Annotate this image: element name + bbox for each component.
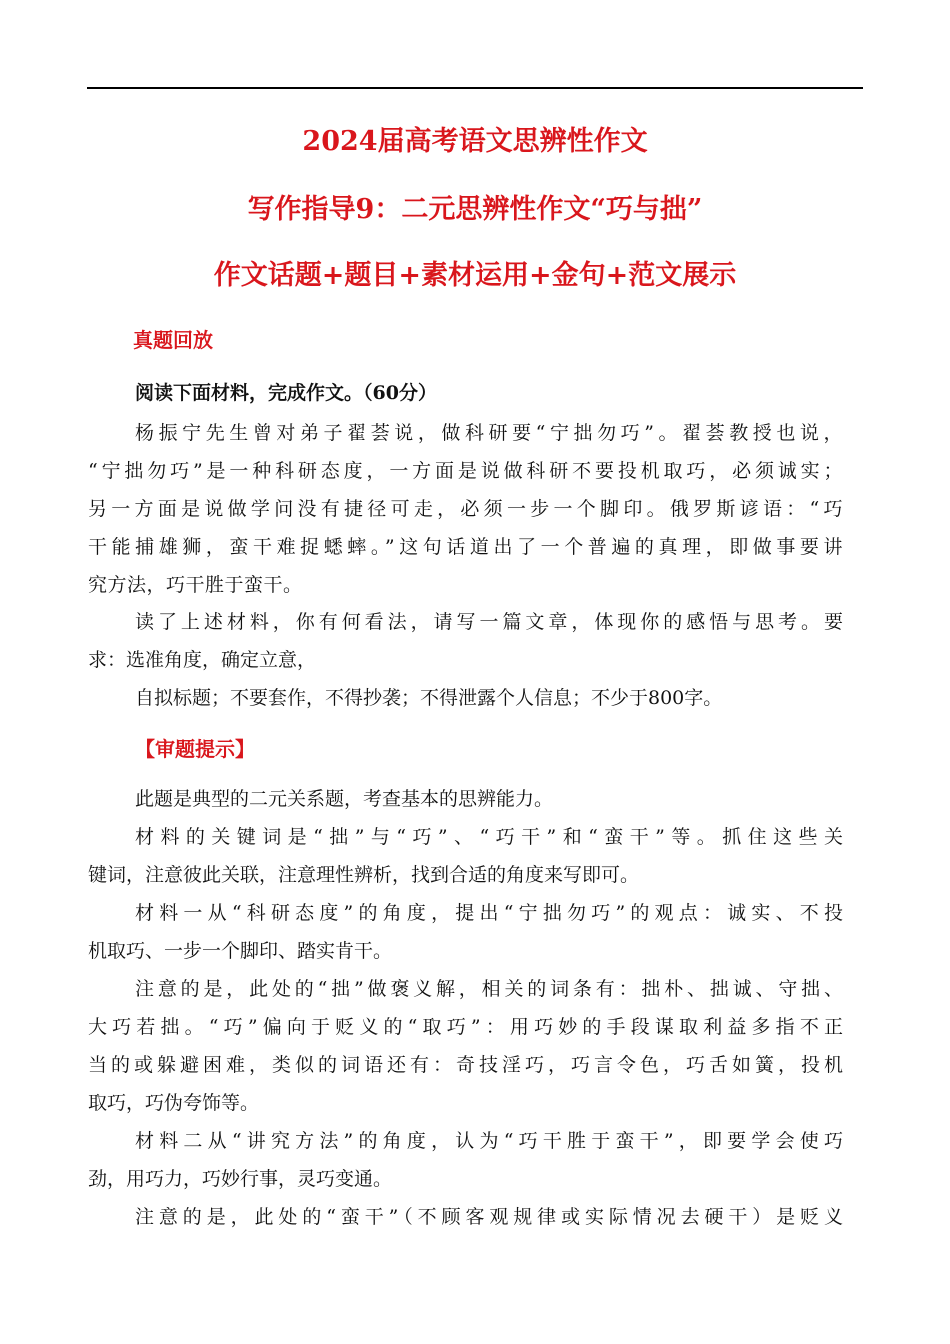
analysis-line: 机取巧、一步一个脚印、踏实肯干。: [88, 940, 393, 962]
analysis-line: 键词，注意彼此关联，注意理性辨析，找到合适的角度来写即可。: [88, 864, 640, 886]
material-line: 干能捕雄狮，蛮干难捉蟋蟀。”这句话道出了一个普遍的真理，即做事要讲: [88, 536, 843, 558]
section-heading-exam-review: 真题回放: [133, 328, 213, 352]
requirement-line: 自拟标题；不要套作，不得抄袭；不得泄露个人信息；不少于800字。: [135, 687, 723, 709]
analysis-line: 材料二从“讲究方法”的角度，认为“巧干胜于蛮干”，即要学会使巧: [135, 1130, 843, 1152]
analysis-line: 此题是典型的二元关系题，考查基本的思辨能力。: [135, 788, 554, 810]
section-heading-analysis-tips: 【审题提示】: [135, 737, 255, 761]
analysis-line: 大巧若拙。“巧”偏向于贬义的“取巧”：用巧妙的手段谋取利益多指不正: [88, 1016, 843, 1038]
material-line: 究方法，巧干胜于蛮干。: [88, 574, 303, 596]
analysis-line: 当的或躲避困难，类似的词语还有：奇技淫巧，巧言令色，巧舌如簧，投机: [88, 1054, 843, 1076]
document-topic-line: 作文话题+题目+素材运用+金句+范文展示: [213, 260, 737, 291]
material-line: 另一方面是说做学问没有捷径可走，必须一步一个脚印。俄罗斯谚语：“巧: [88, 498, 843, 520]
material-line: “宁拙勿巧”是一种科研态度，一方面是说做科研不要投机取巧，必须诚实；: [88, 460, 843, 482]
analysis-line: 注意的是，此处的“拙”做褒义解，相关的词条有：拙朴、拙诚、守拙、: [135, 978, 843, 1000]
analysis-line: 材料的关键词是“拙”与“巧”、“巧干”和“蛮干”等。抓住这些关: [135, 826, 843, 848]
analysis-line: 注意的是，此处的“蛮干”（不顾客观规律或实际情况去硬干）是贬义: [135, 1206, 843, 1228]
analysis-line: 取巧，巧伪夸饰等。: [88, 1092, 260, 1114]
top-rule: [87, 87, 863, 89]
requirement-line: 求：选准角度，确定立意，: [88, 649, 317, 671]
analysis-line: 劲，用巧力，巧妙行事，灵巧变通。: [88, 1168, 393, 1190]
analysis-line: 材料一从“科研态度”的角度，提出“宁拙勿巧”的观点：诚实、不投: [135, 902, 843, 924]
material-line: 杨振宁先生曾对弟子翟荟说，做科研要“宁拙勿巧”。翟荟教授也说，: [135, 422, 843, 444]
requirement-line: 读了上述材料，你有何看法，请写一篇文章，体现你的感悟与思考。要: [135, 611, 843, 633]
document-subtitle: 写作指导9：二元思辨性作文“巧与拙”: [247, 194, 703, 225]
exam-prompt: 阅读下面材料，完成作文。（60分）: [135, 382, 437, 404]
document-title: 2024届高考语文思辨性作文: [302, 126, 648, 157]
